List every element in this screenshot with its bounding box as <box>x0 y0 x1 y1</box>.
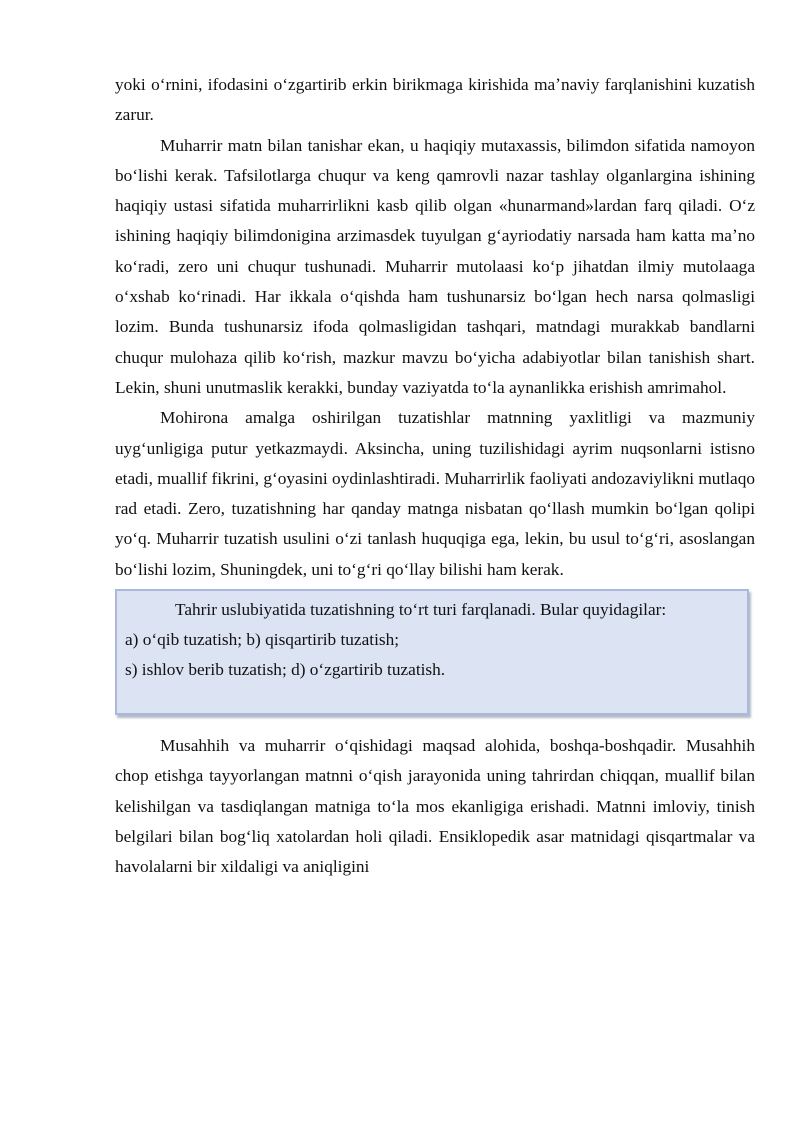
paragraph-corrections: Mohirona amalga oshirilgan tuzatishlar matnning yaxlitligi va mazmuniy uygʻunligiga putur yetkazmaydi. Aksincha, uning tuzilishidagi ayrim nuqsonlarni istisno etadi, muallif fikrini, gʻoyasini oydinlashtiradi. Muharrirlik faoliyati andozaviylikni mutlaqo rad etadi. Zero, tuzatishning har qanday matnga nisbatan qoʻllash mumkin boʻlgan qolipi yoʻq. Muharrir tuzatish usulini oʻzi tanlash huquqiga ega, lekin, bu usul toʻgʻri, asoslangan boʻlishi lozim, Shuningdek, uni toʻgʻri qoʻllay bilishi ham kerak. <box>115 408 755 579</box>
document-page <box>115 70 755 883</box>
callout-line-1: a) oʻqib tuzatish; b) qisqartirib tuzatish; <box>125 630 400 650</box>
callout-box <box>115 589 749 715</box>
paragraph-proofreader: Musahhih va muharrir oʻqishidagi maqsad alohida, boshqa-boshqadir. Musahhih chop etishga tayyorlangan matnni oʻqish jarayonida uning tahrirdan chiqqan, muallif bilan kelishilgan va tasdiqlangan matniga toʻla mos ekanligiga erishadi. Matnni imloviy, tinish belgilari bilan bogʻliq xatolardan holi qiladi. Ensiklopedik asar matnidagi qisqartmalar va havolalarni bir xildaligi va aniqligini <box>115 736 755 877</box>
paragraph-editor-reading: Muharrir matn bilan tanishar ekan, u haqiqiy mutaxassis, bilimdon sifatida namoyon boʻlishi kerak. Tafsilotlarga chuqur va keng qamrovli nazar tashlay olganlargina ishining haqiqiy ustasi sifatida muharrirlikni kasb qilib olgan «hunarmand»lardan farq qiladi. Oʻz ishining haqiqiy bilimdonigina arzimasdek tuyulgan gʻayriodatiy narsada ham katta maʼno koʻradi, zero uni chuqur tushunadi. Muharrir mutolaasi koʻp jihatdan ilmiy mutolaaga oʻxshab koʻrinadi. Har ikkala oʻqishda ham tushunarsiz boʻlgan hech narsa qolmasligi lozim. Bunda tushunarsiz ifoda qolmasligidan tashqari, matndagi murakkab bandlarni chuqur mulohaza qilib koʻrish, mazkur mavzu boʻyicha adabiyotlar bilan tanishish shart. Lekin, shuni unutmaslik kerakki, bunday vaziyatda toʻla aynanlikka erishish amrimahol. <box>115 135 755 397</box>
callout-line-2: s) ishlov berib tuzatish; d) oʻzgartirib tuzatish. <box>125 660 446 680</box>
paragraph-continuation: yoki oʻrnini, ifodasini oʻzgartirib erkin birikmaga kirishida maʼnaviy farqlanishini kuzatish zarur. <box>115 75 755 125</box>
callout-heading: Tahrir uslubiyatida tuzatishning toʻrt turi farqlanadi. Bular quyidagilar: <box>175 600 667 620</box>
